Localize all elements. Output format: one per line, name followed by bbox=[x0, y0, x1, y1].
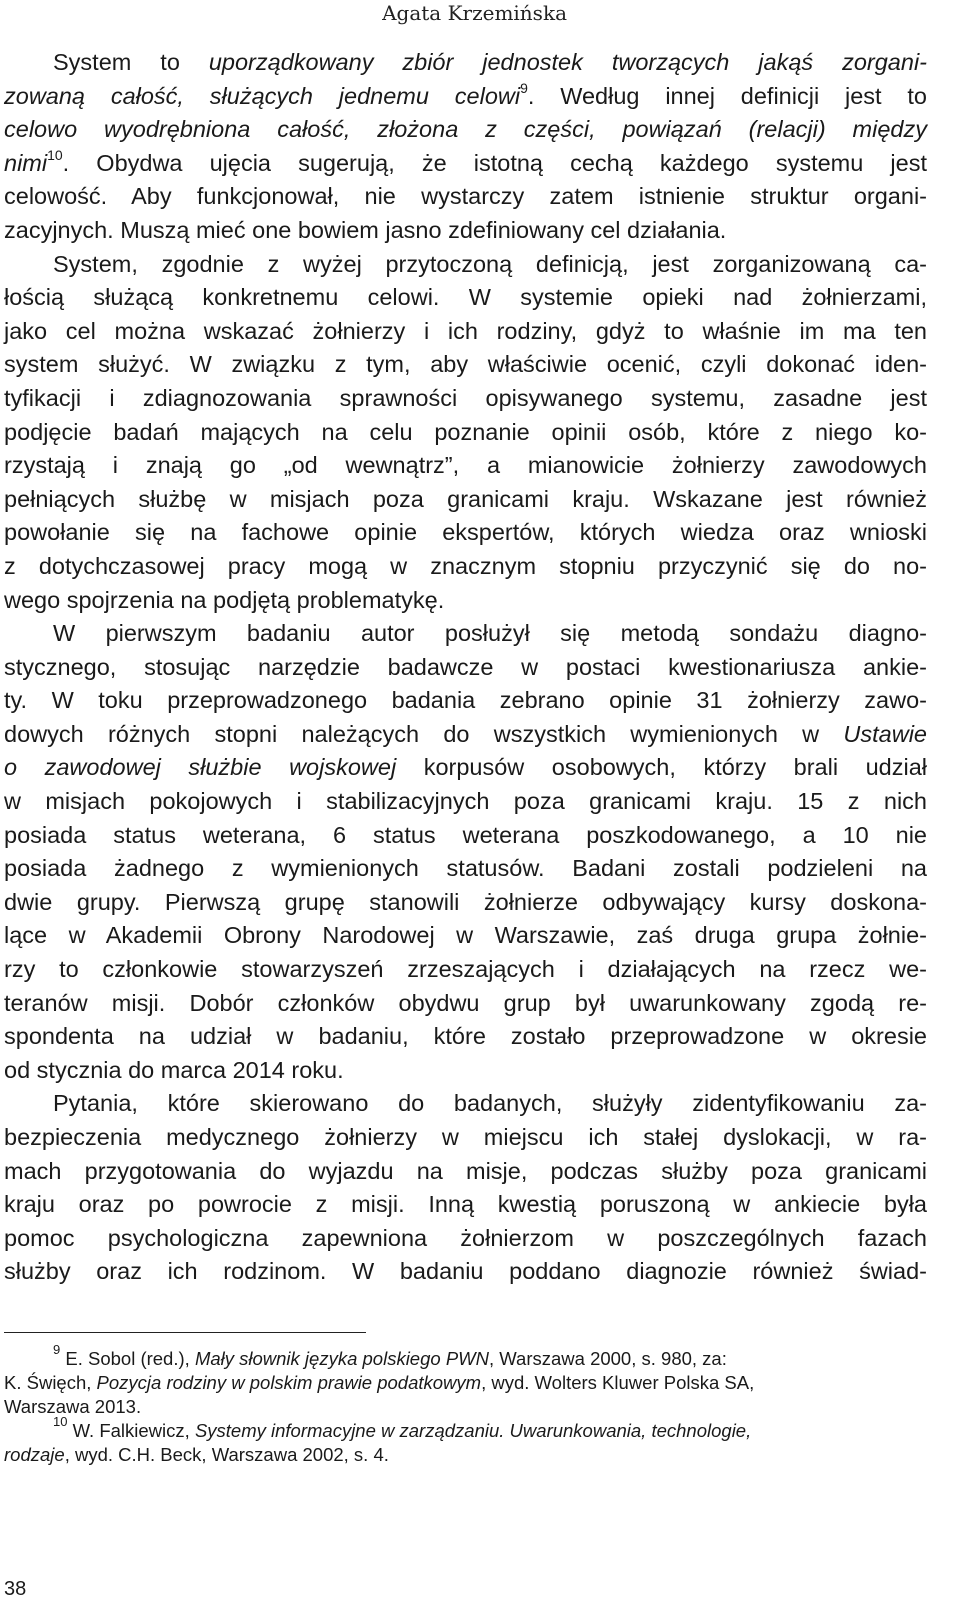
body-text bbox=[4, 46, 927, 1289]
text-line: posiada status weterana, 6 status weterana poszkodowanego, a 10 nie bbox=[4, 821, 927, 848]
text-line: zowaną całość, służących jednemu celowi$^9$. Według innej definicji jest to bbox=[4, 79, 927, 109]
text-line: pełniących służbę w misjach poza granicami kraju. Wskazane jest również bbox=[4, 485, 927, 512]
text-line: kraju oraz po powrocie z misji. Inną kwestią poruszoną w ankiecie była bbox=[4, 1191, 927, 1218]
text-line: celowość. Aby funkcjonował, nie wystarczy zatem istnienie struktur organi- bbox=[4, 183, 927, 210]
text-line: stycznego, stosując narzędzie badawcze w postaci kwestionariusza ankie- bbox=[4, 653, 927, 680]
text-line: podjęcie badań mających na celu poznanie opinii osób, które z niego ko- bbox=[4, 418, 927, 445]
footnote-ref[interactable]: 10 bbox=[47, 146, 63, 163]
text-line: wego spojrzenia na podjętą problematykę. bbox=[4, 586, 445, 613]
text-line: z dotychczasowej pracy mogą w znacznym stopniu przyczynić się do no- bbox=[4, 552, 927, 579]
text-line: System to uporządkowany zbiór jednostek tworzących jakąś zorgani- bbox=[53, 49, 927, 75]
footnote-9-line: Warszawa 2013. bbox=[4, 1396, 142, 1417]
footnote-9-line: K. Święch, Pozycja rodziny w polskim prawie podatkowym, wyd. Wolters Kluwer Polska SA, bbox=[4, 1372, 755, 1393]
text-line: łością służącą konkretnemu celowi. W systemie opieki nad żołnierzami, bbox=[4, 284, 927, 311]
text-line: od stycznia do marca 2014 roku. bbox=[4, 1056, 344, 1083]
text-line: teranów misji. Dobór członków obydwu grup był uwarunkowany zgodą re- bbox=[4, 989, 927, 1016]
footnotes bbox=[4, 1341, 927, 1467]
text-line: ty. W toku przeprowadzonego badania zebrano opinie 31 żołnierzy zawo- bbox=[4, 687, 927, 714]
footnote-ref[interactable]: 9 bbox=[520, 79, 528, 96]
text-line: pomoc psychologiczna zapewniona żołnierzom w poszczególnych fazach bbox=[4, 1224, 927, 1251]
footnote-10-line: $^{10}$ W. Falkiewicz, Systemy informacyjne w zarządzaniu. Uwarunkowania, technologie, bbox=[53, 1413, 752, 1441]
text-line: rzystają i znają go „od wewnątrz”, a mianowicie żołnierzy zawodowych bbox=[4, 452, 927, 479]
text-line: zacyjnych. Muszą mieć one bowiem jasno zdefiniowany cel działania. bbox=[4, 216, 727, 243]
footnote-9-line: $^9$ E. Sobol (red.), Mały słownik języka polskiego PWN, Warszawa 2000, s. 980, za: bbox=[53, 1341, 727, 1369]
text-line: spondenta na udział w badaniu, które zostało przeprowadzone w okresie bbox=[4, 1023, 927, 1050]
text-line: W pierwszym badaniu autor posłużył się metodą sondażu diagno- bbox=[53, 620, 927, 647]
text-line: mach przygotowania do wyjazdu na misje, podczas służby poza granicami bbox=[4, 1157, 927, 1184]
text-line: tyfikacji i zdiagnozowania sprawności opisywanego systemu, zasadne jest bbox=[4, 384, 927, 411]
footnote-separator bbox=[4, 1332, 366, 1333]
text-line: służby oraz ich rodzinom. W badaniu poddano diagnozie również świad- bbox=[4, 1258, 927, 1285]
text-line: system służyć. W związku z tym, aby właściwie ocenić, czyli dokonać iden- bbox=[4, 351, 927, 378]
text-line: System, zgodnie z wyżej przytoczoną definicją, jest zorganizowaną ca- bbox=[53, 250, 927, 277]
text-line: bezpieczenia medycznego żołnierzy w miejscu ich stałej dyslokacji, w ra- bbox=[4, 1124, 927, 1150]
footnote-10-line: rodzaje, wyd. C.H. Beck, Warszawa 2002, s. 4. bbox=[4, 1444, 389, 1465]
page-number: 38 bbox=[4, 1578, 27, 1600]
text-line: powołanie się na fachowe opinie ekspertów, których wiedza oraz wnioski bbox=[4, 519, 927, 546]
text-line: w misjach pokojowych i stabilizacyjnych poza granicami kraju. 15 z nich bbox=[4, 788, 927, 815]
text-line: dwie grupy. Pierwszą grupę stanowili żołnierze odbywający kursy doskona- bbox=[4, 888, 927, 915]
text-line: o zawodowej służbie wojskowej korpusów osobowych, którzy brali udział bbox=[4, 754, 927, 781]
text-line: nimi$^{10}$. Obydwa ujęcia sugerują, że istotną cechą każdego systemu jest bbox=[4, 146, 927, 176]
text-line: lące w Akademii Obrony Narodowej w Warszawie, zaś druga grupa żołnie- bbox=[4, 922, 927, 949]
text-line: posiada żadnego z wymienionych statusów. Badani zostali podzieleni na bbox=[4, 855, 927, 882]
running-header: Agata Krzemińska bbox=[382, 1, 567, 25]
text-line: jako cel można wskazać żołnierzy i ich rodziny, gdyż to właśnie im ma ten bbox=[4, 317, 927, 344]
text-line: celowo wyodrębniona całość, złożona z części, powiązań (relacji) między bbox=[4, 116, 927, 143]
text-line: dowych różnych stopni należących do wszystkich wymienionych w Ustawie bbox=[4, 720, 927, 747]
text-line: Pytania, które skierowano do badanych, służyły zidentyfikowaniu za- bbox=[53, 1090, 927, 1117]
text-line: rzy to członkowie stowarzyszeń zrzeszających i działających na rzecz we- bbox=[4, 956, 927, 983]
